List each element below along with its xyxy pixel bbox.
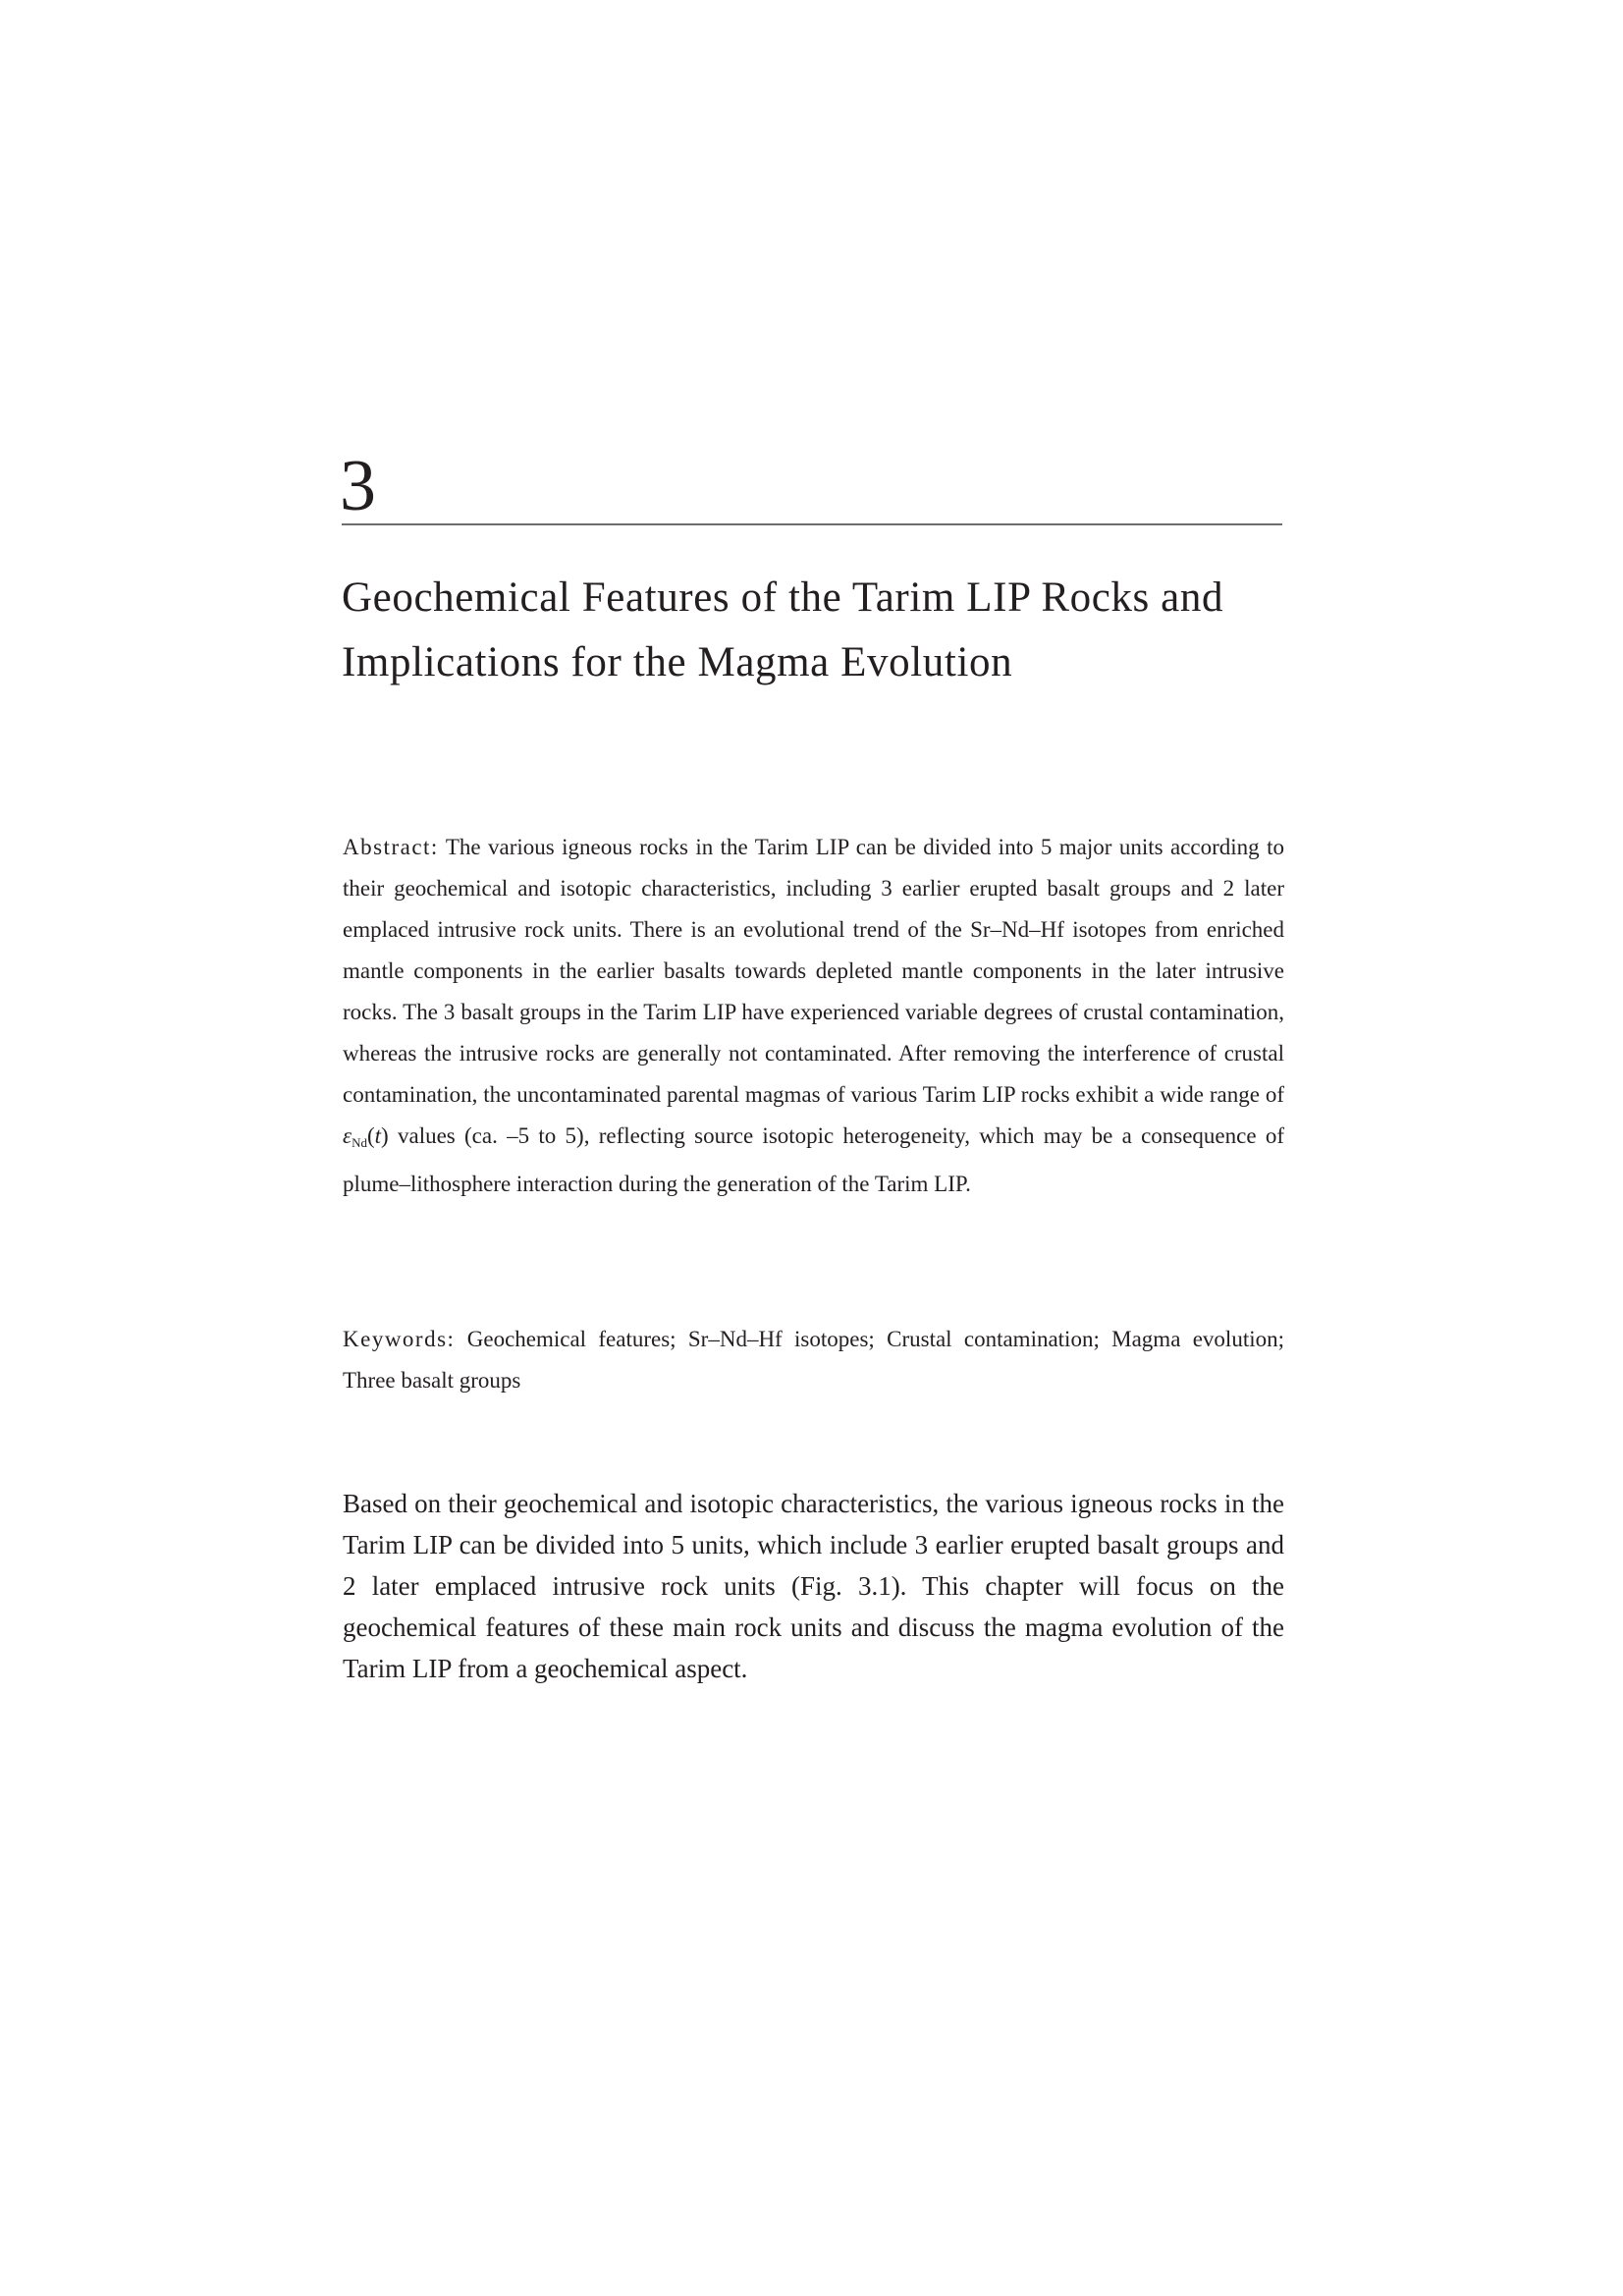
epsilon-subscript: Nd <box>352 1135 367 1150</box>
epsilon-open-paren: ( <box>366 1123 375 1148</box>
chapter-title-line-2: Implications for the Magma Evolution <box>342 639 1013 685</box>
abstract-text-part-2: values (ca. –5 to 5), reflecting source isotopic heterogeneity, which may be a consequence of plume–lithosphere interaction during the generation of the Tarim LIP. <box>343 1123 1284 1196</box>
chapter-title-line-1: Geochemical Features of the Tarim LIP Rocks and <box>342 574 1224 621</box>
chapter-number: 3 <box>340 446 376 526</box>
epsilon-t: t <box>374 1123 382 1148</box>
abstract-label: Abstract: <box>343 835 439 859</box>
epsilon-symbol: ε <box>343 1123 352 1148</box>
keywords-label: Keywords: <box>343 1327 456 1351</box>
chapter-divider <box>342 523 1282 525</box>
keywords <box>343 1319 1284 1401</box>
epsilon-close-paren: ) <box>381 1123 389 1148</box>
abstract <box>343 827 1284 1205</box>
body-paragraph: Based on their geochemical and isotopic characteristics, the various igneous rocks in the Tarim LIP can be divided into 5 units, which include 3 earlier erupted basalt groups and 2 later emplaced intrusive rock units (Fig. 3.1). This chapter will focus on the geochemical features of these main rock units and discuss the magma evolution of the Tarim LIP from a geochemical aspect. <box>343 1489 1284 1683</box>
keywords-text: Geochemical features; Sr–Nd–Hf isotopes; Crustal contamination; Magma evolution; Three basalt groups <box>343 1327 1284 1393</box>
chapter-title <box>342 566 1304 695</box>
abstract-text-part-1: The various igneous rocks in the Tarim LIP can be divided into 5 major units according to their geochemical and isotopic characteristics, including 3 earlier erupted basalt groups and 2 later emplaced intrusive rock units. There is an evolutional trend of the Sr–Nd–Hf isotopes from enriched mantle components in the earlier basalts towards depleted mantle components in the later intrusive rocks. The 3 basalt groups in the Tarim LIP have experienced variable degrees of crustal contamination, whereas the intrusive rocks are generally not contaminated. After removing the interference of crustal contamination, the uncontaminated parental magmas of various Tarim LIP rocks exhibit a wide range of <box>343 835 1284 1107</box>
